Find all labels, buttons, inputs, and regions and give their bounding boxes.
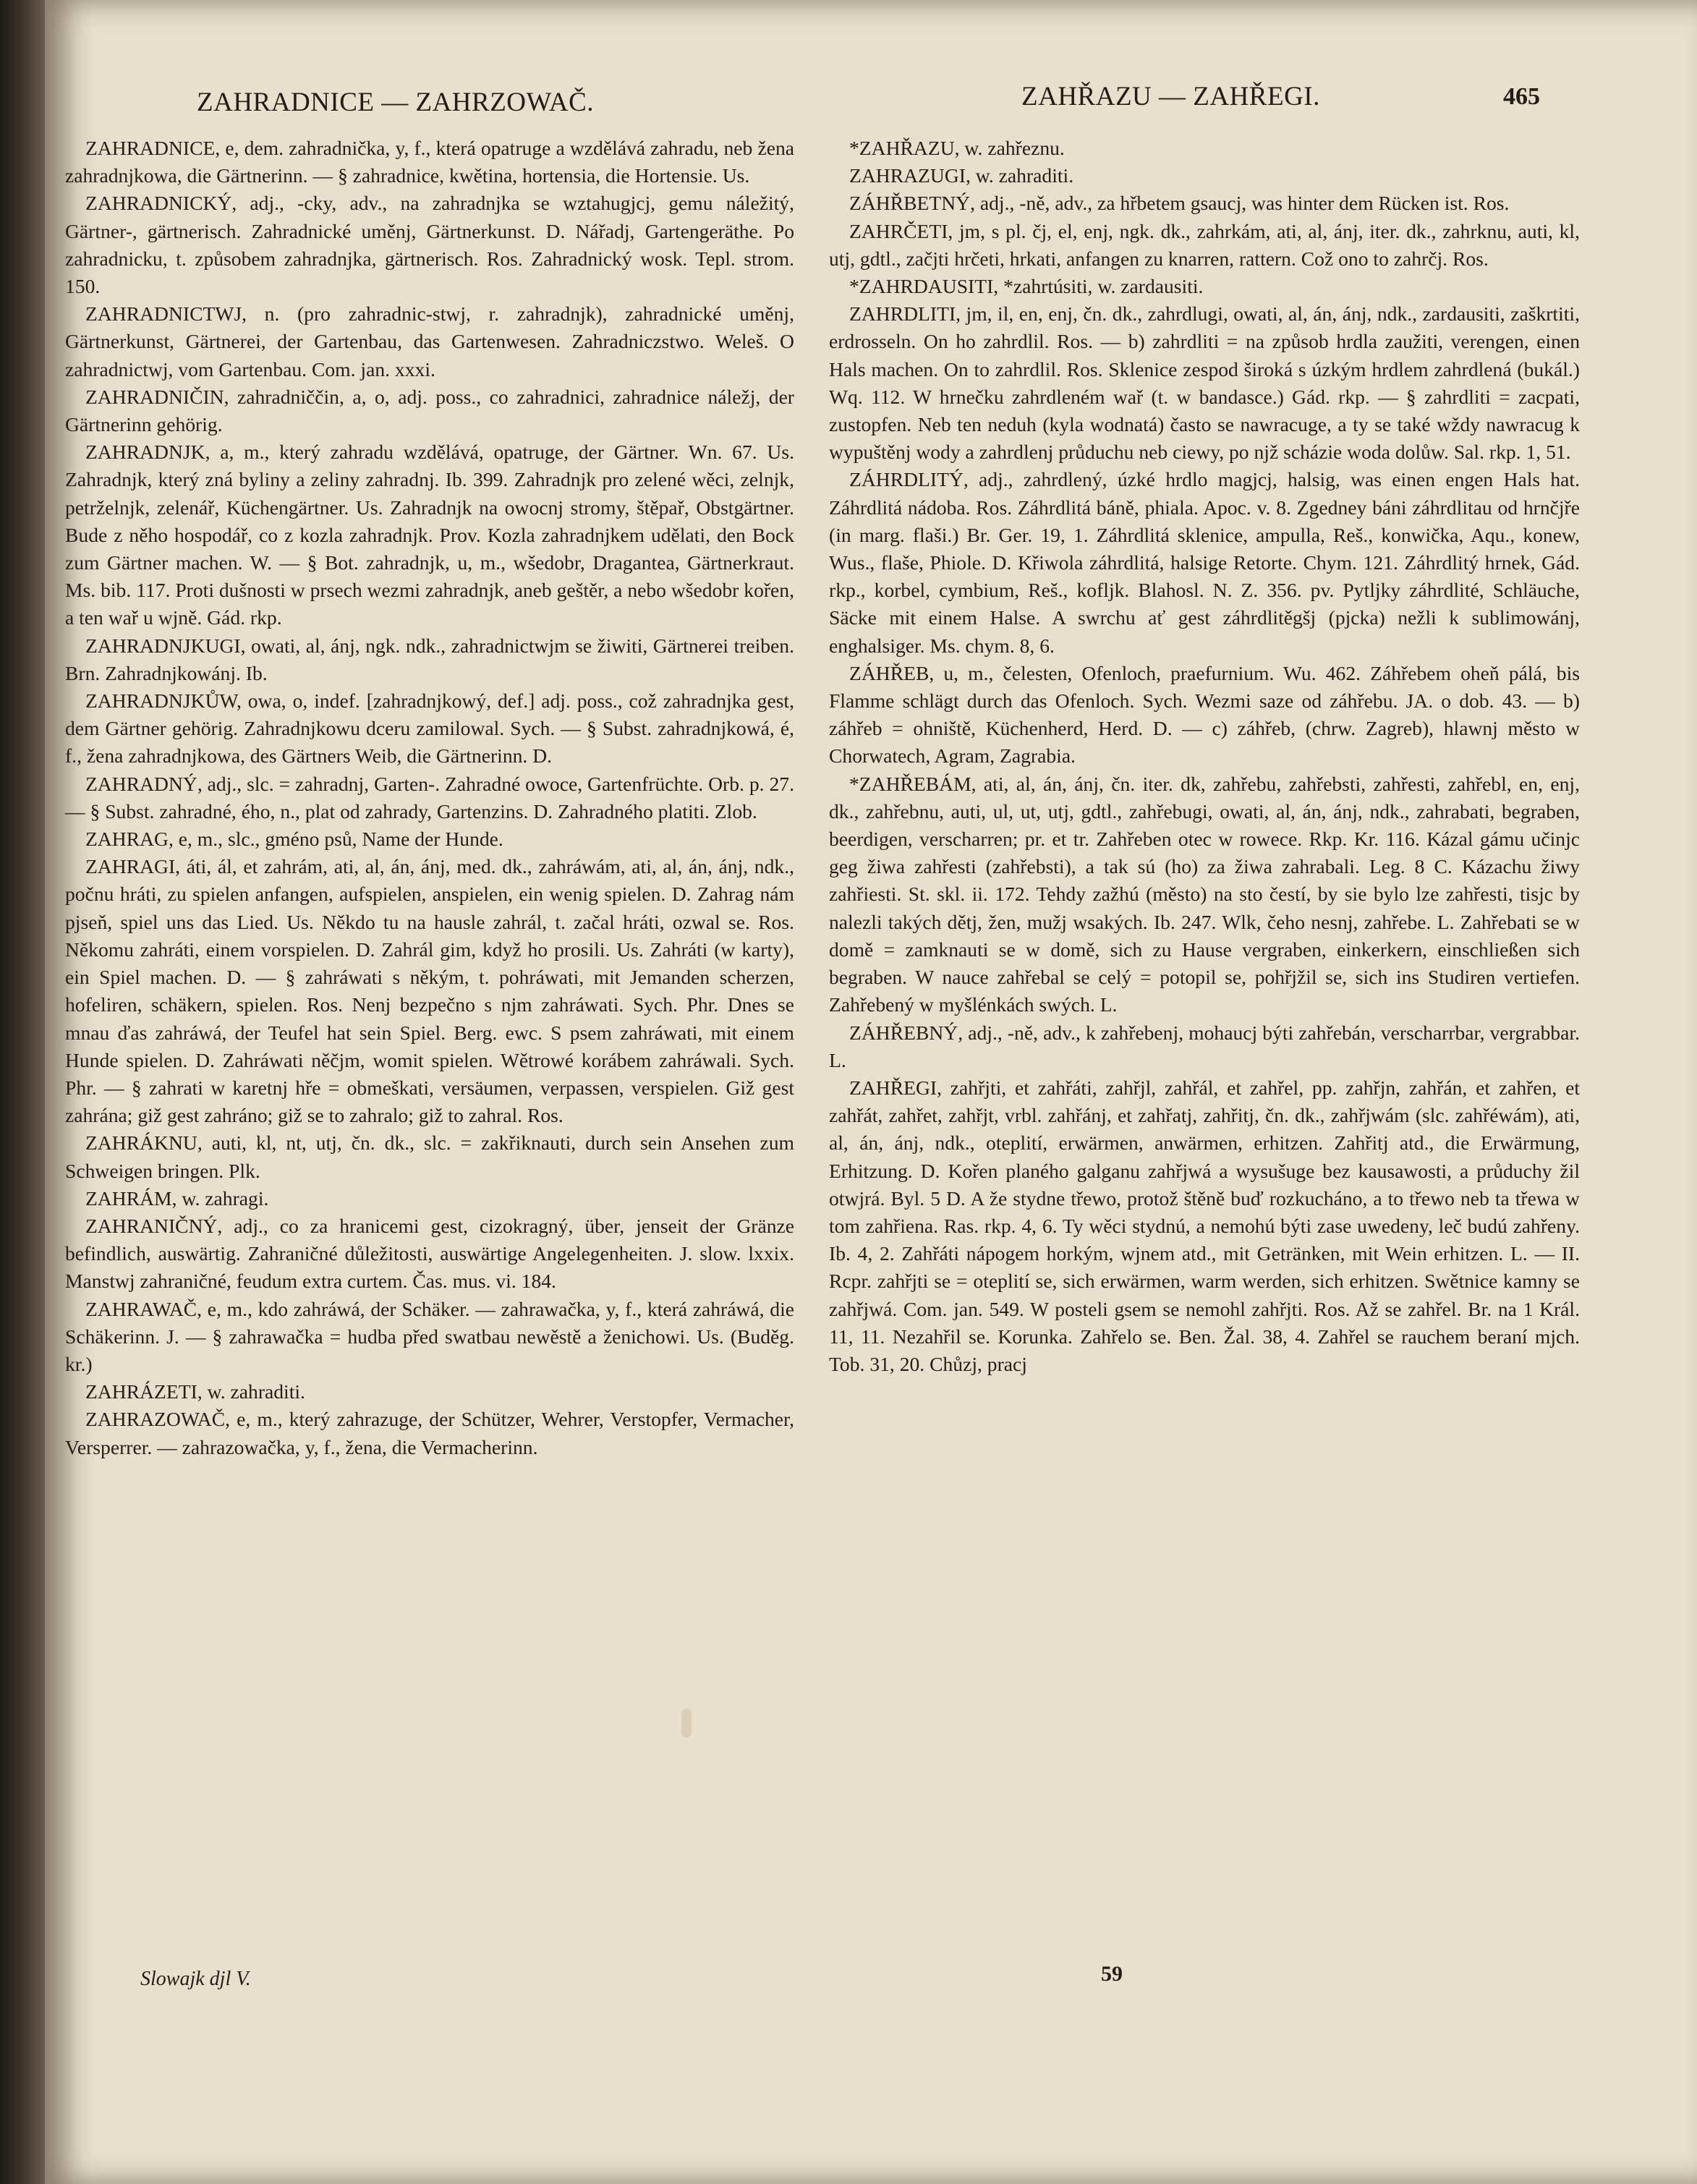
scan-binding-edge xyxy=(0,0,45,2184)
entry-zahrbetny: ZÁHŘBETNÝ, adj., -ně, adv., za hřbetem gsaucj, was hinter dem Rücken ist. Ros. xyxy=(849,192,1510,215)
entry-zahram: ZAHRÁM, w. zahragi. xyxy=(85,1186,269,1210)
entry-zahrag: ZAHRAG, e, m., slc., gméno psů, Name der Hunde. xyxy=(85,828,503,851)
entry-zahradnjkugi: ZAHRADNJKUGI, owati, al, ánj, ngk. ndk., zahradnictwjm se žiwiti, Gärtnerei treiben. Brn. Zahradnjkowánj. Ib. xyxy=(65,634,794,684)
entry-zahrdausiti: *ZAHRDAUSITI, *zahrtúsiti, w. zardausiti. xyxy=(849,275,1204,298)
paper-stain xyxy=(681,1709,692,1738)
entry-zahregi: ZAHŘEGI, zahřjti, et zahřáti, zahřjl, zahřál, et zahřel, pp. zahřjn, zahřán, et zahřen, et zahřát, zahřet, zahřjt, vrbl. zahřánj, et zahřatj, zahřitj, čn. dk., zahřjwám (slc. zahřéwám), ati, al, án, ánj, ndk., oteplití, erwärmen, anwärmen, erhitzen. Zahřitj atd., die Erwärmung, Erhitzung. D. Kořen planého galganu zahřjwá a wysušuge bez kausawosti, a průduchy žil otwjrá. Byl. 5 D. A že stydne třewo, protož štěně buď rozkucháno, a to třewo neb ta třewa w tom zahřiena. Ras. rkp. 4, 6. Ty wěci stydnú, a nemohú býti zase uwedeny, leč budú zahřeny. Ib. 4, 2. Zahřáti nápogem horkým, wjnem atd., mit Getränken, mit Wein erhitzen. L. — II. Rcpr. zahřjti se = oteplití se, sich erwärmen, warm werden, sich erhitzen. Swětnice kamny se zahřjwá. Com. jan. 549. W posteli gsem se nemohl zahřjti. Ros. Až se zahřel. Br. na 1 Král. 11, 11. Nezahřil se. Korunka. Zahřelo se. Ben. Žal. 38, 4. Zahřel se rauchem beraní mjch. Tob. 31, 20. Chůzj, pracj xyxy=(829,1076,1580,1375)
entry-zahrdlity: ZÁHRDLITÝ, adj., zahrdlený, úzké hrdlo magjcj, halsig, was einen engen Hals hat. Záhrdlitá nádoba. Ros. Záhrdlitá báně, phiala. Apoc. v. 8. Zgedney báni záhrdlitau od hrnčjře (in marg. flaši.) Br. Ger. 19, 1. Záhrdlitá sklenice, ampulla, Reš., konwička, Aqu., konew, Wus., flaše, Phiole. D. Křiwola záhrdlitá, halsige Retorte. Chym. 121. Záhrdlitý hrnek, Gád. rkp., korbel, cymbium, Reš., kofljk. Blahosl. N. Z. 356. pv. Pytljky záhrdlité, Schläuche, Säcke mit einem Halse. A swrchu ať gest záhrdlitěgšj (pjcka) nežli k sublimowánj, enghalsiger. Ms. chym. 8, 6. xyxy=(829,468,1580,657)
entry-zahradnjkuw: ZAHRADNJKŮW, owa, o, indef. [zahradnjkowý, def.] adj. poss., což zahradnjka gest, dem Gärtner gehörig. Zahradnjkowu dceru zamilowal. Sych. — § Subst. zahradnjkowá, é, f., žena zahradnjkowa, des Gärtners Weib, die Gärtnerinn. D. xyxy=(65,689,794,768)
entry-zahrazowac: ZAHRAZOWAČ, e, m., který zahrazuge, der Schützer, Wehrer, Verstopfer, Vermacher, Versperrer. — zahrazowačka, y, f., žena, die Vermacherinn. xyxy=(65,1408,794,1458)
entry-zahraknu: ZAHRÁKNU, auti, kl, nt, utj, čn. dk., slc. = zakřiknauti, durch sein Ansehen zum Schweigen bringen. Plk. xyxy=(65,1131,794,1182)
right-column xyxy=(829,135,1580,1378)
entry-zahrebny: ZÁHŘEBNÝ, adj., -ně, adv., k zahřebenj, mohaucj býti zahřebán, verscharrbar, vergrabbar. L. xyxy=(829,1021,1580,1071)
entry-zahrazeti: ZAHRÁZETI, w. zahraditi. xyxy=(85,1380,305,1403)
entry-zahradnicin: ZAHRADNIČIN, zahradniččin, a, o, adj. poss., co zahradnici, zahradnice náležj, der Gärtnerinn gehörig. xyxy=(65,385,794,436)
entry-zahrebam: *ZAHŘEBÁM, ati, al, án, ánj, čn. iter. dk, zahřebu, zahřebsti, zahřesti, zahřebl, en, enj, dk., zahřebnu, auti, ul, ut, utj, gdtl., zahřebugi, owati, al, án, ánj, ndk., zahrabati, begraben, beerdigen, verscharren; pr. et tr. Zahřeben otec w rowece. Rkp. Kr. 116. Kázal gámu učinjc geg žiwa zahřesti (zahřebsti), a tak sú (ho) za žiwa zahrabali. Leg. 8 C. Kázachu žiwy zahřiesti. St. skl. ii. 172. Tehdy zažhú (město) na sto čestí, by sie bylo lze zahřesti, tisjc by nalezli takých dětj, žen, mužj wsakých. Ib. 247. Wlk, čeho nesnj, zahřebe. L. Zahřebati se w domě = zamknauti se w domě, sich zu Hause vergraben, einkerkern, einschließen sich begraben. W nauce zahřebal se celý = potopil se, pohřjžil se, sich ins Studiren vertiefen. Zahřebený w myšlénkách swých. L. xyxy=(829,772,1580,1016)
entry-zahrazugi: ZAHRAZUGI, w. zahraditi. xyxy=(849,164,1074,187)
entry-zahradnicky: ZAHRADNICKÝ, adj., -cky, adv., na zahradnjka se wztahugjcj, gemu náležitý, Gärtner-, gärtnerisch. Zahradnické uměnj, Gärtnerkunst. D. Nářadj, Gartengeräthe. Po zahradnicku, t. způsobem zahradnjka, gärtnerisch. Ros. Zahradnický wosk. Tepl. strom. 150. xyxy=(65,192,794,298)
page-number: 465 xyxy=(1503,83,1540,110)
sheet-number: 59 xyxy=(1101,1962,1123,1986)
entry-zahrawac: ZAHRAWAČ, e, m., kdo zahráwá, der Schäker. — zahrawačka, y, f., která zahráwá, die Schäkerinn. J. — § zahrawačka = hudba před swatbau newěstě a ženichowi. Us. (Buděg. kr.) xyxy=(65,1297,794,1375)
entry-zahradnice: ZAHRADNICE, e, dem. zahradnička, y, f., která opatruge a wzdělává zahradu, neb žena zahradnjkowa, die Gärtnerinn. — § zahradnice, kwětina, hortensia, die Hortensie. Us. xyxy=(65,137,794,187)
entry-zahradnjk: ZAHRADNJK, a, m., který zahradu wzdělává, opatruge, der Gärtner. Wn. 67. Us. Zahradnjk, který zná byliny a zeliny zahradnj. Ib. 399. Zahradnjk pro zelené wěci, zelnjk, petrželnjk, zelenář, Küchengärtner. Us. Zahradnjk na owocnj stromy, štěpař, Obstgärtner. Bude z něho hospodář, co z kozla zahradnjk. Prov. Kozla zahradnjkem udělati, den Bock zum Gärtner machen. W. — § Bot. zahradnjk, u, m., wšedobr, Dragantea, Gärtnerkraut. Ms. bib. 117. Proti dušnosti w prsech wezmi zahradnjk, aneb geštěr, a nebo wšedobr kořen, a ten wař u wjně. Gád. rkp. xyxy=(65,441,794,629)
dictionary-page xyxy=(45,0,1697,2184)
entry-zahranicny: ZAHRANIČNÝ, adj., co za hranicemi gest, cizokragný, über, jenseit der Gränze befindlich, auswärtig. Zahraničné důležitosti, auswärtige Angelegenheiten. J. slow. lxxix. Manstwj zahraničné, feudum extra curtem. Čas. mus. vi. 184. xyxy=(65,1214,794,1293)
entry-zahrazu: *ZAHŘAZU, w. zahřeznu. xyxy=(849,137,1065,159)
entry-zahradnictwj: ZAHRADNICTWJ, n. (pro zahradnic-stwj, r. zahradnjk), zahradnické uměnj, Gärtnerkunst, Gärtnerei, der Gartenbau, das Gartenwesen. Zahradniczstwo. Weleš. O zahradnictwj, vom Gartenbau. Com. jan. xxxi. xyxy=(65,302,794,381)
left-column xyxy=(65,135,794,1461)
volume-signature: Slowajk djl V. xyxy=(140,1968,251,1990)
entry-zahrdliti: ZAHRDLITI, jm, il, en, enj, čn. dk., zahrdlugi, owati, al, án, ánj, ndk., zardausiti, zaškrtiti, erdrosseln. On ho zahrdlil. Ros. — b) zahrdliti = na způsob hrdla zaužiti, verengen, einen Hals machen. On to zahrdlil. Ros. Sklenice zespod široká s úzkým hrdlem zahrdlená (bukál.) Wq. 112. W hrnečku zahrdleném wař (t. w bandasce.) Gád. rkp. — § zahrdliti = zacpati, zustopfen. Neb ten neduh (kyla wodnatá) často se nawracuge, a ty se také wždy nawracug k wypuštěnj wody a zahrdlenj průduchu neb ciewy, po njž scházie woda dolůw. Sal. rkp. 1, 51. xyxy=(829,302,1580,464)
entry-zahragi: ZAHRAGI, áti, ál, et zahrám, ati, al, án, ánj, med. dk., zahráwám, ati, al, án, ánj, ndk., počnu hráti, zu spielen anfangen, aufspielen, anspielen, ein wenig spielen. D. Zahrag nám pjseň, spiel uns das Lied. Us. Někdo tu na hausle zahrál, t. začal hráti, ozwal se. Ros. Někomu zahráti, einem vorspielen. D. Zahrál gim, když ho prosili. Us. Zahráti (w karty), ein Spiel machen. D. — § zahráwati s někým, t. pohráwati, mit Jemanden scherzen, hofeliren, schäkern, spielen. Ros. Nenj bezpečno s njm zahráwati. Sych. Phr. Dnes se mnau ďas zahráwá, der Teufel hat sein Spiel. Berg. ewc. S psem zahráwati, mit einem Hunde spielen. D. Zahráwati něčjm, womit spielen. Wětrowé korábem zahráwali. Sych. Phr. — § zahrati w karetnj hře = obmeškati, versäumen, verpassen, verspielen. Giž gest zahrána; giž gest zahráno; giž se to zahralo; giž to zahral. Ros. xyxy=(65,855,794,1127)
entry-zahreb: ZÁHŘEB, u, m., čelesten, Ofenloch, praefurnium. Wu. 462. Záhřebem oheň pálá, bis Flamme schlägt durch das Ofenloch. Sych. Wezmi saze od záhřebu. JA. o dob. 43. — b) záhřeb = ohniště, Küchenherd, Herd. D. — c) záhřeb, (chrw. Zagreb), hlawnj město w Chorwatech, Agram, Zagrabia. xyxy=(829,661,1580,768)
running-header-right: ZAHŘAZU — ZAHŘEGI. xyxy=(1021,82,1320,111)
entry-zahrceti: ZAHRČETI, jm, s pl. čj, el, enj, ngk. dk., zahrkám, ati, al, ánj, iter. dk., zahrknu, auti, kl, utj, gdtl., začjti hrčeti, hrkati, anfangen zu knarren, rattern. Což ono to zahrčj. Ros. xyxy=(829,219,1580,270)
running-header-left: ZAHRADNICE — ZAHRZOWAČ. xyxy=(197,88,594,117)
entry-zahradny: ZAHRADNÝ, adj., slc. = zahradnj, Garten-. Zahradné owoce, Gartenfrüchte. Orb. p. 27. — § Subst. zahradné, ého, n., plat od zahrady, Gartenzins. D. Zahradného platiti. Zlob. xyxy=(65,772,794,823)
